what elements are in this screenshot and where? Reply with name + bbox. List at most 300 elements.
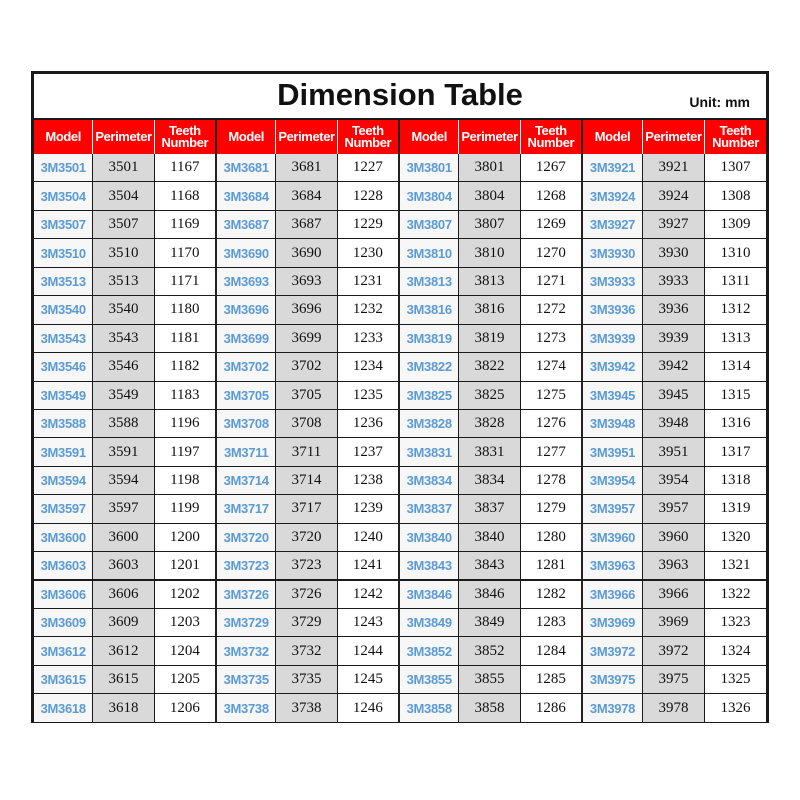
model-cell: 3M3693: [217, 268, 276, 295]
teeth-number-cell: 1170: [155, 239, 215, 266]
header-model: Model: [400, 120, 459, 154]
table-row: [400, 353, 581, 381]
perimeter-cell: 3816: [459, 296, 520, 323]
teeth-number-cell: 1321: [705, 552, 766, 578]
table-row: [217, 325, 398, 353]
perimeter-cell: 3942: [643, 353, 705, 380]
teeth-number-cell: 1231: [338, 268, 398, 295]
table-row: [400, 552, 581, 580]
teeth-number-cell: 1313: [705, 325, 766, 352]
teeth-number-cell: 1232: [338, 296, 398, 323]
teeth-number-cell: 1233: [338, 325, 398, 352]
perimeter-cell: 3618: [93, 694, 154, 721]
teeth-number-cell: 1309: [705, 211, 766, 238]
model-cell: 3M3615: [34, 666, 93, 693]
dimension-table: [31, 71, 769, 723]
teeth-number-cell: 1326: [705, 694, 766, 721]
perimeter-cell: 3978: [643, 694, 705, 721]
header-teeth-number: Teeth Number: [527, 123, 575, 150]
perimeter-cell: 3594: [93, 467, 154, 494]
teeth-number-cell: 1285: [521, 666, 581, 693]
model-cell: 3M3813: [400, 268, 459, 295]
teeth-number-cell: 1196: [155, 410, 215, 437]
teeth-number-cell: 1308: [705, 182, 766, 209]
table-group-2: [217, 120, 400, 723]
perimeter-cell: 3927: [643, 211, 705, 238]
table-row: [583, 666, 766, 694]
perimeter-cell: 3705: [276, 382, 337, 409]
teeth-number-cell: 1324: [705, 637, 766, 664]
perimeter-cell: 3600: [93, 524, 154, 551]
model-cell: 3M3957: [583, 495, 643, 522]
model-cell: 3M3687: [217, 211, 276, 238]
model-cell: 3M3816: [400, 296, 459, 323]
teeth-number-cell: 1171: [155, 268, 215, 295]
table-row: [400, 410, 581, 438]
perimeter-cell: 3951: [643, 438, 705, 465]
teeth-number-cell: 1316: [705, 410, 766, 437]
model-cell: 3M3978: [583, 694, 643, 721]
table-row: [217, 154, 398, 182]
table-row: [400, 438, 581, 466]
teeth-number-cell: 1279: [521, 495, 581, 522]
teeth-number-cell: 1235: [338, 382, 398, 409]
teeth-number-cell: 1230: [338, 239, 398, 266]
table-header-row: [583, 120, 766, 154]
teeth-number-cell: 1228: [338, 182, 398, 209]
perimeter-cell: 3933: [643, 268, 705, 295]
model-cell: 3M3855: [400, 666, 459, 693]
table-group-4: [583, 120, 766, 723]
perimeter-cell: 3855: [459, 666, 520, 693]
table-row: [34, 410, 215, 438]
perimeter-cell: 3846: [459, 581, 520, 608]
perimeter-cell: 3963: [643, 552, 705, 578]
table-row: [217, 239, 398, 267]
table-body: [400, 154, 581, 723]
model-cell: 3M3723: [217, 552, 276, 578]
teeth-number-cell: 1318: [705, 467, 766, 494]
table-row: [34, 637, 215, 665]
teeth-number-cell: 1234: [338, 353, 398, 380]
table-header-row: [400, 120, 581, 154]
model-cell: 3M3963: [583, 552, 643, 578]
model-cell: 3M3930: [583, 239, 643, 266]
table-group-3: [400, 120, 583, 723]
perimeter-cell: 3501: [93, 154, 154, 181]
table-row: [583, 467, 766, 495]
table-title: Dimension Table: [277, 77, 523, 112]
model-cell: 3M3951: [583, 438, 643, 465]
model-cell: 3M3549: [34, 382, 93, 409]
perimeter-cell: 3696: [276, 296, 337, 323]
table-row: [34, 182, 215, 210]
table-row: [400, 467, 581, 495]
model-cell: 3M3948: [583, 410, 643, 437]
model-cell: 3M3807: [400, 211, 459, 238]
model-cell: 3M3600: [34, 524, 93, 551]
table-row: [583, 694, 766, 722]
teeth-number-cell: 1278: [521, 467, 581, 494]
table-row: [217, 609, 398, 637]
model-cell: 3M3504: [34, 182, 93, 209]
table-row: [583, 552, 766, 580]
table-row: [34, 495, 215, 523]
teeth-number-cell: 1197: [155, 438, 215, 465]
teeth-number-cell: 1284: [521, 637, 581, 664]
table-row: [400, 182, 581, 210]
model-cell: 3M3681: [217, 154, 276, 181]
table-row: [583, 382, 766, 410]
table-row: [34, 296, 215, 324]
perimeter-cell: 3837: [459, 495, 520, 522]
table-row: [34, 382, 215, 410]
model-cell: 3M3546: [34, 353, 93, 380]
teeth-number-cell: 1267: [521, 154, 581, 181]
teeth-number-cell: 1276: [521, 410, 581, 437]
table-row: [217, 438, 398, 466]
table-row: [217, 467, 398, 495]
header-teeth-number: Teeth Number: [344, 123, 392, 150]
table-row: [34, 524, 215, 552]
perimeter-cell: 3957: [643, 495, 705, 522]
table-row: [583, 211, 766, 239]
teeth-number-cell: 1206: [155, 694, 215, 721]
perimeter-cell: 3546: [93, 353, 154, 380]
teeth-number-cell: 1286: [521, 694, 581, 721]
table-header-row: [34, 120, 215, 154]
perimeter-cell: 3510: [93, 239, 154, 266]
table-row: [583, 637, 766, 665]
teeth-number-cell: 1182: [155, 353, 215, 380]
perimeter-cell: 3960: [643, 524, 705, 551]
perimeter-cell: 3735: [276, 666, 337, 693]
teeth-number-cell: 1274: [521, 353, 581, 380]
teeth-number-cell: 1325: [705, 666, 766, 693]
table-row: [400, 495, 581, 523]
table-row: [217, 524, 398, 552]
teeth-number-cell: 1203: [155, 609, 215, 636]
model-cell: 3M3714: [217, 467, 276, 494]
table-row: [217, 694, 398, 722]
model-cell: 3M3735: [217, 666, 276, 693]
model-cell: 3M3942: [583, 353, 643, 380]
table-row: [217, 211, 398, 239]
perimeter-cell: 3693: [276, 268, 337, 295]
model-cell: 3M3825: [400, 382, 459, 409]
header-model: Model: [217, 120, 276, 154]
table-row: [34, 609, 215, 637]
table-row: [34, 694, 215, 722]
perimeter-cell: 3945: [643, 382, 705, 409]
teeth-number-cell: 1323: [705, 609, 766, 636]
table-row: [34, 353, 215, 381]
table-row: [583, 325, 766, 353]
teeth-number-cell: 1243: [338, 609, 398, 636]
table-row: [217, 637, 398, 665]
teeth-number-cell: 1237: [338, 438, 398, 465]
model-cell: 3M3843: [400, 552, 459, 578]
teeth-number-cell: 1319: [705, 495, 766, 522]
teeth-number-cell: 1183: [155, 382, 215, 409]
teeth-number-cell: 1229: [338, 211, 398, 238]
table-row: [583, 524, 766, 552]
teeth-number-cell: 1202: [155, 581, 215, 608]
table-row: [217, 353, 398, 381]
model-cell: 3M3819: [400, 325, 459, 352]
perimeter-cell: 3840: [459, 524, 520, 551]
table-row: [400, 382, 581, 410]
model-cell: 3M3924: [583, 182, 643, 209]
table-row: [583, 495, 766, 523]
perimeter-cell: 3858: [459, 694, 520, 721]
teeth-number-cell: 1240: [338, 524, 398, 551]
perimeter-cell: 3603: [93, 552, 154, 578]
perimeter-cell: 3681: [276, 154, 337, 181]
model-cell: 3M3720: [217, 524, 276, 551]
perimeter-cell: 3726: [276, 581, 337, 608]
table-row: [34, 325, 215, 353]
table-row: [217, 552, 398, 580]
table-body: [583, 154, 766, 723]
teeth-number-cell: 1168: [155, 182, 215, 209]
teeth-number-cell: 1181: [155, 325, 215, 352]
table-row: [583, 581, 766, 609]
model-cell: 3M3801: [400, 154, 459, 181]
teeth-number-cell: 1322: [705, 581, 766, 608]
header-perimeter: Perimeter: [93, 120, 154, 154]
model-cell: 3M3849: [400, 609, 459, 636]
model-cell: 3M3726: [217, 581, 276, 608]
model-cell: 3M3606: [34, 581, 93, 608]
perimeter-cell: 3690: [276, 239, 337, 266]
model-cell: 3M3804: [400, 182, 459, 209]
table-row: [34, 438, 215, 466]
teeth-number-cell: 1201: [155, 552, 215, 578]
model-cell: 3M3729: [217, 609, 276, 636]
model-cell: 3M3732: [217, 637, 276, 664]
model-cell: 3M3945: [583, 382, 643, 409]
table-row: [400, 637, 581, 665]
table-row: [34, 552, 215, 580]
model-cell: 3M3966: [583, 581, 643, 608]
perimeter-cell: 3828: [459, 410, 520, 437]
perimeter-cell: 3711: [276, 438, 337, 465]
table-row: [217, 296, 398, 324]
perimeter-cell: 3822: [459, 353, 520, 380]
teeth-number-cell: 1280: [521, 524, 581, 551]
teeth-number-cell: 1238: [338, 467, 398, 494]
table-row: [583, 296, 766, 324]
table-row: [400, 154, 581, 182]
model-cell: 3M3690: [217, 239, 276, 266]
table-row: [583, 182, 766, 210]
model-cell: 3M3717: [217, 495, 276, 522]
teeth-number-cell: 1271: [521, 268, 581, 295]
teeth-number-cell: 1204: [155, 637, 215, 664]
perimeter-cell: 3720: [276, 524, 337, 551]
teeth-number-cell: 1269: [521, 211, 581, 238]
teeth-number-cell: 1180: [155, 296, 215, 323]
table-row: [583, 410, 766, 438]
teeth-number-cell: 1242: [338, 581, 398, 608]
perimeter-cell: 3813: [459, 268, 520, 295]
table-row: [400, 211, 581, 239]
perimeter-cell: 3849: [459, 609, 520, 636]
perimeter-cell: 3966: [643, 581, 705, 608]
perimeter-cell: 3588: [93, 410, 154, 437]
model-cell: 3M3975: [583, 666, 643, 693]
teeth-number-cell: 1277: [521, 438, 581, 465]
teeth-number-cell: 1312: [705, 296, 766, 323]
teeth-number-cell: 1198: [155, 467, 215, 494]
model-cell: 3M3594: [34, 467, 93, 494]
teeth-number-cell: 1315: [705, 382, 766, 409]
model-cell: 3M3969: [583, 609, 643, 636]
teeth-number-cell: 1311: [705, 268, 766, 295]
header-perimeter: Perimeter: [276, 120, 337, 154]
teeth-number-cell: 1282: [521, 581, 581, 608]
perimeter-cell: 3954: [643, 467, 705, 494]
unit-label: Unit: mm: [689, 94, 750, 110]
model-cell: 3M3510: [34, 239, 93, 266]
table-header-row: [217, 120, 398, 154]
teeth-number-cell: 1310: [705, 239, 766, 266]
model-cell: 3M3858: [400, 694, 459, 721]
table-group-1: [34, 120, 217, 723]
model-cell: 3M3810: [400, 239, 459, 266]
perimeter-cell: 3738: [276, 694, 337, 721]
teeth-number-cell: 1320: [705, 524, 766, 551]
perimeter-cell: 3807: [459, 211, 520, 238]
perimeter-cell: 3924: [643, 182, 705, 209]
teeth-number-cell: 1272: [521, 296, 581, 323]
table-row: [583, 154, 766, 182]
table-row: [400, 268, 581, 296]
table-row: [217, 268, 398, 296]
teeth-number-cell: 1227: [338, 154, 398, 181]
table-row: [583, 353, 766, 381]
model-cell: 3M3960: [583, 524, 643, 551]
teeth-number-cell: 1205: [155, 666, 215, 693]
table-row: [217, 182, 398, 210]
perimeter-cell: 3936: [643, 296, 705, 323]
table-row: [34, 268, 215, 296]
table-row: [400, 666, 581, 694]
perimeter-cell: 3921: [643, 154, 705, 181]
perimeter-cell: 3801: [459, 154, 520, 181]
table-row: [34, 581, 215, 609]
table-body: [34, 154, 215, 723]
table-row: [217, 495, 398, 523]
model-cell: 3M3927: [583, 211, 643, 238]
perimeter-cell: 3975: [643, 666, 705, 693]
perimeter-cell: 3513: [93, 268, 154, 295]
table-row: [34, 211, 215, 239]
perimeter-cell: 3708: [276, 410, 337, 437]
teeth-number-cell: 1245: [338, 666, 398, 693]
model-cell: 3M3684: [217, 182, 276, 209]
table-row: [400, 296, 581, 324]
model-cell: 3M3933: [583, 268, 643, 295]
model-cell: 3M3852: [400, 637, 459, 664]
teeth-number-cell: 1283: [521, 609, 581, 636]
table-row: [34, 467, 215, 495]
perimeter-cell: 3732: [276, 637, 337, 664]
perimeter-cell: 3543: [93, 325, 154, 352]
teeth-number-cell: 1239: [338, 495, 398, 522]
perimeter-cell: 3969: [643, 609, 705, 636]
model-cell: 3M3831: [400, 438, 459, 465]
perimeter-cell: 3702: [276, 353, 337, 380]
table-row: [583, 609, 766, 637]
model-cell: 3M3507: [34, 211, 93, 238]
model-cell: 3M3822: [400, 353, 459, 380]
model-cell: 3M3936: [583, 296, 643, 323]
model-cell: 3M3738: [217, 694, 276, 721]
perimeter-cell: 3549: [93, 382, 154, 409]
header-teeth-number: Teeth Number: [161, 123, 209, 150]
header-perimeter: Perimeter: [643, 120, 705, 154]
teeth-number-cell: 1268: [521, 182, 581, 209]
model-cell: 3M3699: [217, 325, 276, 352]
table-row: [400, 609, 581, 637]
model-cell: 3M3603: [34, 552, 93, 578]
table-row: [400, 694, 581, 722]
model-cell: 3M3837: [400, 495, 459, 522]
table-row: [217, 382, 398, 410]
perimeter-cell: 3591: [93, 438, 154, 465]
table-row: [400, 524, 581, 552]
table-row: [400, 325, 581, 353]
perimeter-cell: 3699: [276, 325, 337, 352]
perimeter-cell: 3972: [643, 637, 705, 664]
perimeter-cell: 3507: [93, 211, 154, 238]
perimeter-cell: 3597: [93, 495, 154, 522]
table-body: [217, 154, 398, 723]
table-row: [583, 239, 766, 267]
perimeter-cell: 3615: [93, 666, 154, 693]
teeth-number-cell: 1307: [705, 154, 766, 181]
perimeter-cell: 3714: [276, 467, 337, 494]
table-row: [400, 239, 581, 267]
model-cell: 3M3513: [34, 268, 93, 295]
perimeter-cell: 3825: [459, 382, 520, 409]
model-cell: 3M3834: [400, 467, 459, 494]
perimeter-cell: 3606: [93, 581, 154, 608]
teeth-number-cell: 1317: [705, 438, 766, 465]
table-row: [583, 268, 766, 296]
model-cell: 3M3846: [400, 581, 459, 608]
model-cell: 3M3828: [400, 410, 459, 437]
model-cell: 3M3588: [34, 410, 93, 437]
perimeter-cell: 3609: [93, 609, 154, 636]
teeth-number-cell: 1281: [521, 552, 581, 578]
teeth-number-cell: 1270: [521, 239, 581, 266]
model-cell: 3M3597: [34, 495, 93, 522]
model-cell: 3M3921: [583, 154, 643, 181]
teeth-number-cell: 1200: [155, 524, 215, 551]
title-bar: [34, 74, 766, 120]
model-cell: 3M3618: [34, 694, 93, 721]
perimeter-cell: 3843: [459, 552, 520, 578]
perimeter-cell: 3717: [276, 495, 337, 522]
perimeter-cell: 3948: [643, 410, 705, 437]
model-cell: 3M3612: [34, 637, 93, 664]
teeth-number-cell: 1241: [338, 552, 398, 578]
table-groups: [34, 120, 766, 723]
perimeter-cell: 3834: [459, 467, 520, 494]
